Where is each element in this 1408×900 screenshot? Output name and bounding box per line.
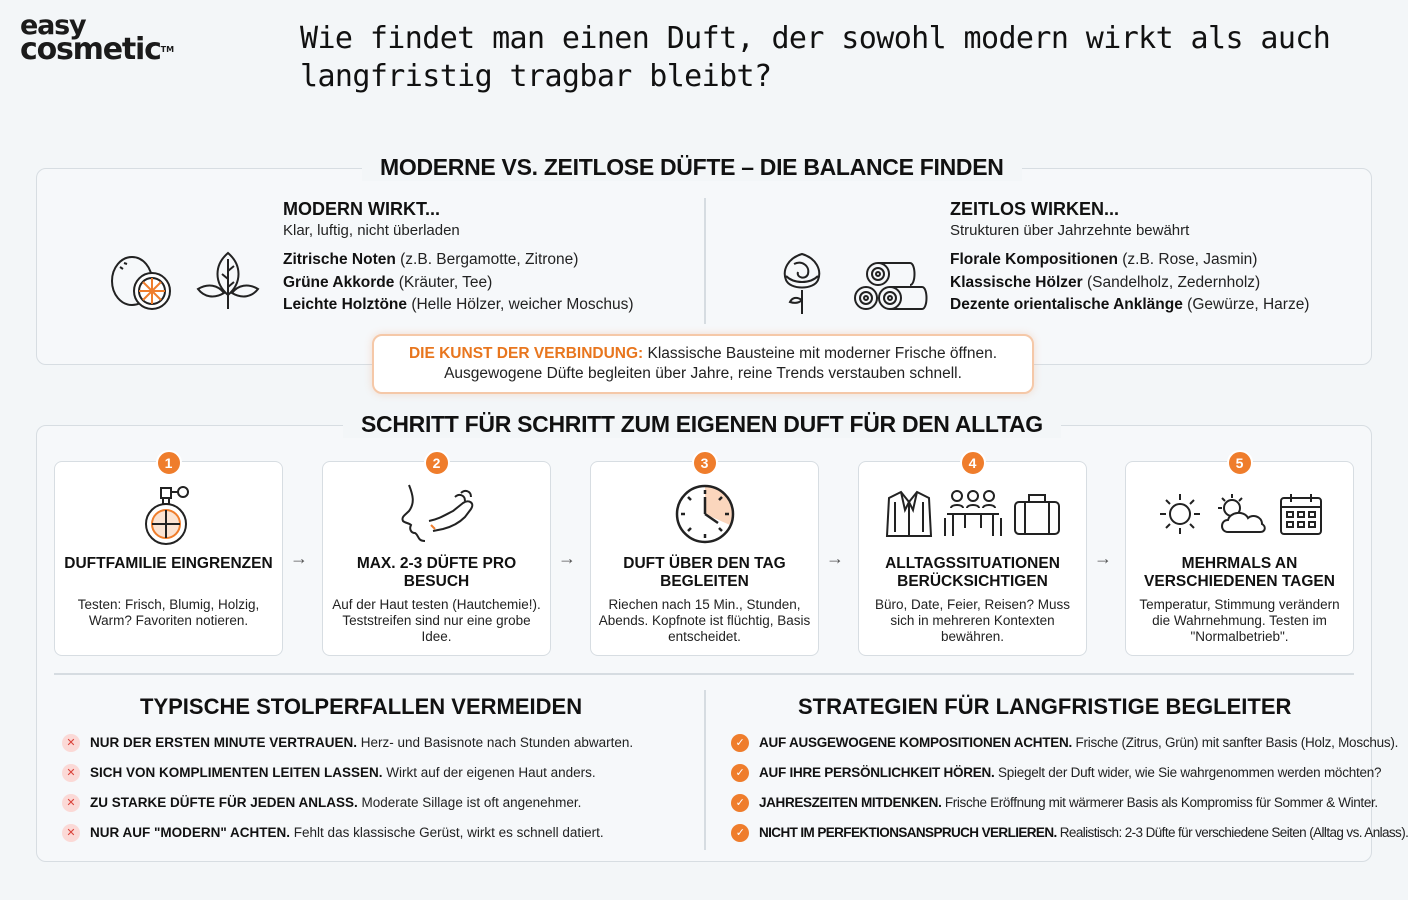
step-description: Temperatur, Stimmung verändern die Wahrnehmung. Testen im "Normalbetrieb". bbox=[1139, 597, 1340, 644]
check-icon: ✓ bbox=[731, 764, 749, 782]
dinner-table-icon bbox=[943, 488, 1003, 540]
step-card-5 bbox=[1125, 455, 1354, 656]
callout-highlight: DIE KUNST DER VERBINDUNG: bbox=[408, 345, 644, 362]
step-number-badge: 1 bbox=[156, 450, 182, 476]
timeless-heading: ZEITLOS WIRKEN... bbox=[950, 199, 1119, 219]
connection-callout bbox=[372, 334, 1034, 394]
weather-calendar-icon bbox=[1126, 480, 1353, 548]
step-number-badge: 4 bbox=[960, 450, 986, 476]
logo-line-1: easy bbox=[20, 10, 86, 41]
step-arrow: → bbox=[290, 548, 308, 568]
step-arrow: → bbox=[558, 548, 576, 568]
logo-trademark: TM bbox=[160, 45, 175, 54]
timeless-list bbox=[950, 249, 1309, 317]
step-arrow: → bbox=[1094, 548, 1112, 568]
step-card-4 bbox=[858, 455, 1087, 656]
perfume-bottle-icon bbox=[139, 482, 199, 546]
step-description: Testen: Frisch, Blumig, Holzig, Warm? Favoriten notieren. bbox=[77, 597, 260, 628]
page-title: Wie findet man einen Duft, der sowohl modern wirkt als auch langfristig tragbar bleibt? bbox=[300, 21, 1331, 94]
suitcase-icon bbox=[1013, 490, 1061, 538]
check-icon: ✓ bbox=[731, 734, 749, 752]
rose-icon bbox=[772, 250, 832, 318]
list-item: Zitrische Noten (z.B. Bergamotte, Zitrone) bbox=[283, 251, 579, 268]
pitfalls-list bbox=[62, 733, 633, 853]
steps-section-title: SCHRITT FÜR SCHRITT ZUM EIGENEN DUFT FÜR DEN ALLTAG bbox=[343, 411, 1061, 438]
lemon-icon bbox=[106, 247, 174, 315]
step-title: MEHRMALS AN VERSCHIEDENEN TAGEN bbox=[1144, 555, 1335, 590]
strategy-item: ✓ NICHT IM PERFEKTIONSANSPRUCH VERLIEREN. Realistisch: 2-3 Düfte für verschiedene Seiten (Alltag vs. Anlass). bbox=[731, 823, 1408, 853]
sun-icon bbox=[1156, 490, 1204, 538]
balance-divider bbox=[704, 198, 706, 324]
step-title: DUFTFAMILIE EINGRENZEN bbox=[64, 555, 273, 572]
check-icon: ✓ bbox=[731, 794, 749, 812]
pitfall-item: ✕ SICH VON KOMPLIMENTEN LEITEN LASSEN. Wirkt auf der eigenen Haut anders. bbox=[62, 763, 633, 793]
list-item: Dezente orientalische Anklänge (Gewürze, Harze) bbox=[950, 296, 1310, 313]
pitfall-item: ✕ NUR DER ERSTEN MINUTE VERTRAUEN. Herz- und Basisnote nach Stunden abwarten. bbox=[62, 733, 633, 763]
pitfall-item: ✕ ZU STARKE DÜFTE FÜR JEDEN ANLASS. Moderate Sillage ist oft angenehmer. bbox=[62, 793, 633, 823]
list-item: Grüne Akkorde (Kräuter, Tee) bbox=[283, 273, 493, 291]
step-number-badge: 5 bbox=[1227, 450, 1253, 476]
step-title: ALLTAGSSITUATIONEN BERÜCKSICHTIGEN bbox=[885, 555, 1060, 590]
cross-icon: ✕ bbox=[62, 734, 80, 752]
suit-icon bbox=[885, 488, 933, 540]
step-description: Büro, Date, Feier, Reisen? Muss sich in mehreren Kontexten bewähren. bbox=[874, 597, 1071, 644]
step-number-badge: 3 bbox=[692, 450, 718, 476]
brand-logo bbox=[20, 10, 175, 67]
check-icon: ✓ bbox=[731, 824, 749, 842]
step-description: Auf der Haut testen (Hautchemie!). Teststreifen sind nur eine grobe Idee. bbox=[332, 597, 541, 644]
list-item: Klassische Hölzer (Sandelholz, Zedernholz) bbox=[950, 273, 1261, 291]
smell-wrist-icon bbox=[395, 481, 479, 547]
modern-heading: MODERN WIRKT... bbox=[283, 199, 440, 219]
timeless-subheading: Strukturen über Jahrzehnte bewährt bbox=[950, 222, 1190, 239]
modern-list bbox=[283, 249, 634, 317]
step-card-3 bbox=[590, 455, 819, 656]
step-arrow: → bbox=[826, 548, 844, 568]
cloud-sun-icon bbox=[1214, 492, 1268, 536]
strategy-item: ✓ JAHRESZEITEN MITDENKEN. Frische Eröffnung mit wärmerer Basis als Kompromiss für Sommer & Winter. bbox=[731, 793, 1408, 823]
situations-icon bbox=[859, 480, 1086, 548]
modern-subheading: Klar, luftig, nicht überladen bbox=[283, 222, 460, 239]
strategy-item: ✓ AUF AUSGEWOGENE KOMPOSITIONEN ACHTEN. Frische (Zitrus, Grün) mit sanfter Basis (Holz, Moschus). bbox=[731, 733, 1408, 763]
bottom-divider bbox=[54, 673, 1354, 675]
strategies-list bbox=[731, 733, 1408, 853]
wood-logs-icon bbox=[852, 252, 932, 314]
step-description: Riechen nach 15 Min., Stunden, Abends. Kopfnote ist flüchtig, Basis entscheidet. bbox=[598, 597, 811, 644]
strategies-heading: STRATEGIEN FÜR LANGFRISTIGE BEGLEITER bbox=[798, 694, 1292, 719]
pitfall-item: ✕ NUR AUF "MODERN" ACHTEN. Fehlt das klassische Gerüst, wirkt es schnell datiert. bbox=[62, 823, 633, 853]
clock-icon bbox=[672, 481, 738, 547]
bottom-vertical-divider bbox=[704, 690, 706, 850]
step-number-badge: 2 bbox=[424, 450, 450, 476]
step-card-1 bbox=[54, 455, 283, 656]
logo-line-2: cosmetic bbox=[20, 32, 161, 67]
list-item: Florale Kompositionen (z.B. Rose, Jasmin) bbox=[950, 251, 1258, 268]
callout-text: Klassische Bausteine mit moderner Frische öffnen. Ausgewogene Düfte begleiten über Jahre, reine Trends verstauben schnell. bbox=[444, 345, 998, 382]
cross-icon: ✕ bbox=[62, 764, 80, 782]
step-card-2 bbox=[322, 455, 551, 656]
cross-icon: ✕ bbox=[62, 794, 80, 812]
balance-section-title: MODERNE VS. ZEITLOSE DÜFTE – DIE BALANCE FINDEN bbox=[362, 154, 1022, 181]
pitfalls-heading: TYPISCHE STOLPERFALLEN VERMEIDEN bbox=[140, 694, 583, 719]
leaf-icon bbox=[194, 247, 262, 315]
strategy-item: ✓ AUF IHRE PERSÖNLICHKEIT HÖREN. Spiegelt der Duft wider, wie Sie wahrgenommen werden möchten? bbox=[731, 763, 1408, 793]
list-item: Leichte Holztöne (Helle Hölzer, weicher Moschus) bbox=[283, 296, 634, 313]
calendar-icon bbox=[1278, 491, 1324, 537]
cross-icon: ✕ bbox=[62, 824, 80, 842]
step-title: DUFT ÜBER DEN TAG BEGLEITEN bbox=[623, 555, 786, 590]
step-title: MAX. 2-3 DÜFTE PRO BESUCH bbox=[356, 555, 517, 590]
